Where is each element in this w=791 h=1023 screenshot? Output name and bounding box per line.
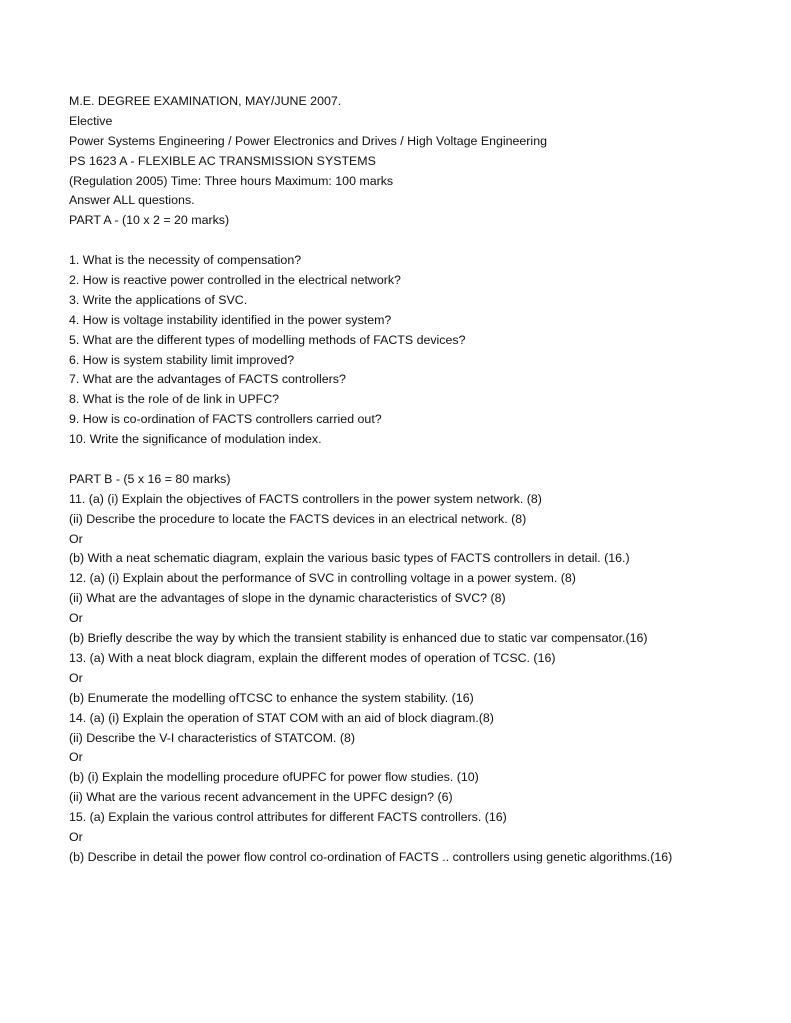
exam-document	[69, 92, 769, 868]
exam-title: M.E. DEGREE EXAMINATION, MAY/JUNE 2007.	[69, 94, 342, 108]
exam-subject: PS 1623 A - FLEXIBLE AC TRANSMISSION SYSTEMS	[69, 153, 376, 168]
question: 6. How is system stability limit improved?	[69, 352, 295, 367]
part-a-title: PART A - (10 x 2 = 20 marks)	[69, 213, 230, 228]
spacer	[69, 450, 769, 470]
or-separator: Or	[69, 670, 83, 685]
question: (b) Describe in detail the power flow control co-ordination of FACTS .. controllers using genetic algorithms.(16)	[69, 849, 673, 864]
question: (b) Briefly describe the way by which the transient stability is enhanced due to static var compensator.(16)	[69, 631, 648, 646]
question: 5. What are the different types of modelling methods of FACTS devices?	[69, 332, 466, 347]
exam-instruction: Answer ALL questions.	[69, 193, 195, 208]
question: (b) With a neat schematic diagram, explain the various basic types of FACTS controllers in detail. (16.)	[69, 551, 630, 566]
question: 3. Write the applications of SVC.	[69, 292, 248, 307]
question: 11. (a) (i) Explain the objectives of FACTS controllers in the power system network. (8)	[69, 491, 542, 506]
question: (ii) What are the advantages of slope in the dynamic characteristics of SVC? (8)	[69, 591, 506, 606]
question: 7. What are the advantages of FACTS controllers?	[69, 372, 346, 387]
question: 4. How is voltage instability identified in the power system?	[69, 312, 392, 327]
spacer	[69, 231, 769, 251]
question: 10. Write the significance of modulation index.	[69, 432, 322, 447]
or-separator: Or	[69, 829, 83, 844]
part-a-questions	[69, 251, 769, 450]
question: 15. (a) Explain the various control attributes for different FACTS controllers. (16)	[69, 810, 507, 825]
or-separator: Or	[69, 531, 83, 546]
question: 1. What is the necessity of compensation?	[69, 253, 302, 268]
part-b-questions	[69, 490, 769, 868]
question: (ii) Describe the procedure to locate the FACTS devices in an electrical network. (8)	[69, 511, 527, 526]
question: (ii) What are the various recent advancement in the UPFC design? (6)	[69, 790, 453, 805]
question: 14. (a) (i) Explain the operation of STAT COM with an aid of block diagram.(8)	[69, 710, 494, 725]
exam-header	[69, 92, 769, 231]
question: (b) Enumerate the modelling ofTCSC to enhance the system stability. (16)	[69, 690, 474, 705]
question: (b) (i) Explain the modelling procedure ofUPFC for power flow studies. (10)	[69, 770, 479, 785]
or-separator: Or	[69, 611, 83, 626]
exam-category: Elective	[69, 113, 113, 128]
question: 9. How is co-ordination of FACTS controllers carried out?	[69, 412, 382, 427]
exam-branches: Power Systems Engineering / Power Electronics and Drives / High Voltage Engineering	[69, 133, 547, 148]
part-b-title: PART B - (5 x 16 = 80 marks)	[69, 471, 231, 486]
or-separator: Or	[69, 750, 83, 765]
question: 12. (a) (i) Explain about the performance of SVC in controlling voltage in a power system. (8)	[69, 571, 576, 586]
question: (ii) Describe the V-I characteristics of STATCOM. (8)	[69, 730, 355, 745]
question: 8. What is the role of de link in UPFC?	[69, 392, 280, 407]
question: 2. How is reactive power controlled in the electrical network?	[69, 273, 401, 288]
question: 13. (a) With a neat block diagram, explain the different modes of operation of TCSC. (16)	[69, 650, 556, 665]
exam-regulation: (Regulation 2005) Time: Three hours Maximum: 100 marks	[69, 173, 394, 188]
